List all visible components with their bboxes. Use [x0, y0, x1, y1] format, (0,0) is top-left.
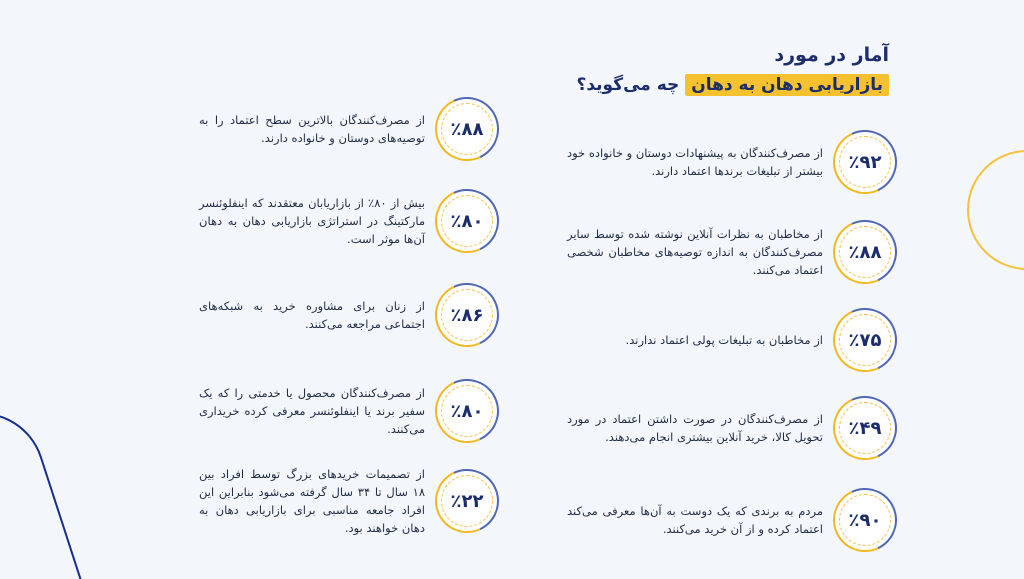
stat-description: از تصمیمات خریدهای بزرگ توسط افراد بین ۱۸ سال تا ۳۴ سال گرفته می‌شود بنابراین این افراد جامعه مناسبی برای بازاریابی دهان به دهان خواهند بود. — [200, 467, 426, 535]
stat-item — [568, 130, 898, 194]
stat-value: ٪۸۶ — [451, 304, 485, 326]
stat-value: ٪۴۹ — [849, 417, 883, 439]
stat-badge — [436, 469, 500, 533]
stat-badge — [834, 488, 898, 552]
stat-value: ٪۸۰ — [451, 400, 485, 422]
stat-item — [200, 189, 500, 253]
stat-description: از مخاطبان به تبلیغات پولی اعتماد ندارند. — [626, 333, 824, 347]
stat-badge — [436, 379, 500, 443]
title-line-2 — [577, 70, 890, 100]
stat-badge — [436, 283, 500, 347]
stat-item — [200, 379, 500, 443]
stat-description: از مصرف‌کنندگان بالاترین سطح اعتماد را به توصیه‌های دوستان و خانواده دارند. — [200, 113, 426, 145]
stat-badge — [834, 396, 898, 460]
stat-item — [200, 465, 500, 537]
stat-badge — [436, 97, 500, 161]
title-question: چه می‌گوید؟ — [577, 75, 681, 95]
stat-value: ٪۸۸ — [849, 241, 883, 263]
stat-value: ٪۷۵ — [849, 329, 883, 351]
stat-item — [568, 220, 898, 284]
stat-badge — [436, 189, 500, 253]
stat-item — [200, 283, 500, 347]
stat-value: ٪۸۰ — [451, 210, 485, 232]
stat-description: از مصرف‌کنندگان محصول یا خدمتی را که یک سفیر برند یا اینفلوئنسر معرفی کرده خریداری می‌کنند. — [200, 386, 426, 436]
stat-description: از زنان برای مشاوره خرید به شبکه‌های اجتماعی مراجعه می‌کنند. — [200, 299, 426, 331]
stat-value: ٪۹۲ — [849, 151, 883, 173]
stat-value: ٪۸۸ — [451, 118, 485, 140]
title-line-1: آمار در مورد — [775, 44, 890, 66]
stat-value: ٪۲۲ — [451, 490, 485, 512]
stat-item — [200, 97, 500, 161]
decorative-arc-left — [0, 395, 91, 579]
stat-description: بیش از ۸۰٪ از بازاریابان معتقدند که اینفلوئنسر مارکتینگ در استراتژی بازاریابی دهان به دهان آن‌ها موثر است. — [200, 196, 426, 246]
stat-badge — [834, 308, 898, 372]
stat-item — [568, 308, 898, 372]
stat-item — [568, 396, 898, 460]
page-title — [577, 40, 890, 100]
stat-description: مردم به برندی که یک دوست به آن‌ها معرفی می‌کند اعتماد کرده و از آن خرید می‌کنند. — [568, 504, 824, 536]
stat-badge — [834, 130, 898, 194]
decorative-arc-right — [968, 150, 1024, 270]
stat-description: از مخاطبان به نظرات آنلاین نوشته شده توسط سایر مصرف‌کنندگان به اندازه توصیه‌های مخاطبان شخصی اعتماد می‌کنند. — [568, 227, 824, 277]
stat-badge — [834, 220, 898, 284]
title-highlight: بازاریابی دهان به دهان — [686, 74, 890, 96]
stat-item — [568, 488, 898, 552]
stat-value: ٪۹۰ — [849, 509, 883, 531]
stat-description: از مصرف‌کنندگان در صورت داشتن اعتماد در مورد تحویل کالا، خرید آنلاین بیشتری انجام می‌دهند. — [568, 412, 824, 444]
stat-description: از مصرف‌کنندگان به پیشنهادات دوستان و خانواده خود بیشتر از تبلیغات برندها اعتماد دارند. — [568, 146, 824, 178]
